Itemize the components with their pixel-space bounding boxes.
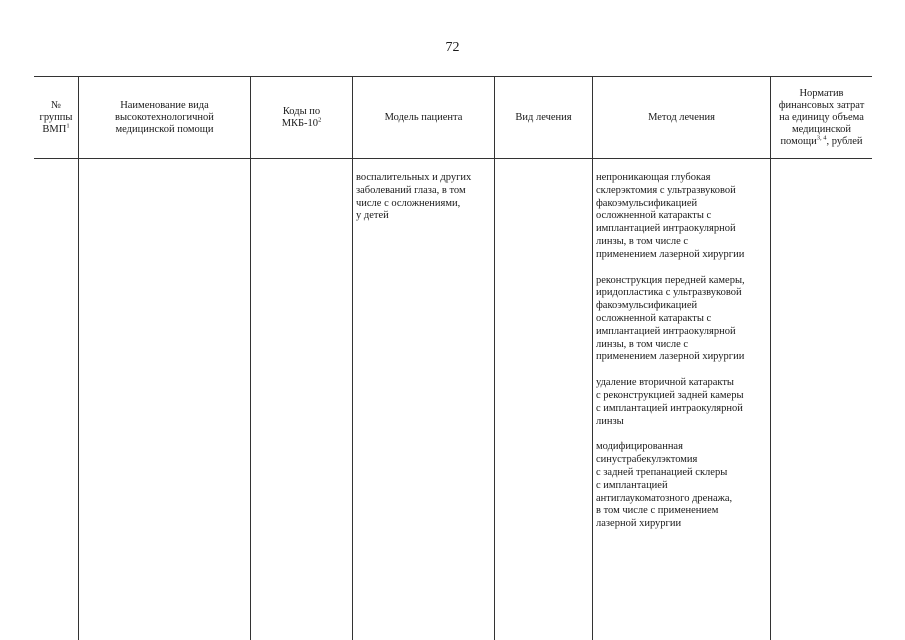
treatment-method-item: непроникающая глубокая склерэктомия с ультразвуковой факоэмульсификацией осложненной катаракты с имплантацией интраокулярной линзы, в том числе с применением лазерной хирургии (596, 172, 745, 260)
column-divider (250, 76, 251, 640)
treatment-method-item: реконструкция передней камеры, иридопластика с ультразвуковой факоэмульсификацией осложненной катаракты с имплантацией интраокулярной линзы, в том числе с применением лазерной хирургии (596, 274, 745, 363)
header-treatment-type (495, 77, 592, 158)
column-divider (494, 76, 495, 640)
header-treatment-method (593, 77, 770, 158)
header-patient-model (353, 77, 494, 158)
header-care-type-name-text: Наименование вида высокотехнологичной медицинской помощи (115, 99, 214, 135)
header-group-number (34, 77, 78, 158)
header-bottom-border (34, 158, 872, 159)
footnote-mark: 1 (66, 122, 70, 129)
header-patient-model-text: Модель пациента (384, 111, 463, 123)
patient-model-text: воспалительных и других заболеваний глаза, в том числе с осложнениями, у детей (356, 172, 472, 222)
header-cost-norm-suffix: , рублей (826, 135, 863, 147)
treatment-method-item: модифицированная синустрабекулэктомия с задней трепанацией склеры с имплантацией антиглаукоматозного дренажа, в том числе с применением лазерной хирургии (596, 441, 733, 530)
treatment-method-item: удаление вторичной катаракты с реконструкцией задней камеры с имплантацией интраокулярной линзы (596, 377, 744, 427)
header-care-type-name (79, 77, 250, 158)
header-cost-norm (771, 77, 872, 158)
header-treatment-method-text: Метод лечения (648, 111, 715, 123)
column-divider (592, 76, 593, 640)
header-group-number-text: № группы ВМП (39, 99, 73, 135)
header-icd-codes-text: Коды по МКБ-10 (281, 105, 321, 129)
column-divider (770, 76, 771, 640)
footnote-mark: 2 (318, 116, 322, 123)
patient-model-cell (356, 172, 492, 223)
page-number: 72 (445, 40, 460, 55)
treatment-method-cell (596, 172, 768, 531)
header-cost-norm-text: Норматив финансовых затрат на единицу объема медицинской помощи (778, 87, 865, 147)
footnote-mark: 3, 4 (816, 134, 827, 141)
header-treatment-type-text: Вид лечения (515, 111, 572, 123)
header-icd-codes (251, 77, 352, 158)
column-divider (78, 76, 79, 640)
column-divider (352, 76, 353, 640)
